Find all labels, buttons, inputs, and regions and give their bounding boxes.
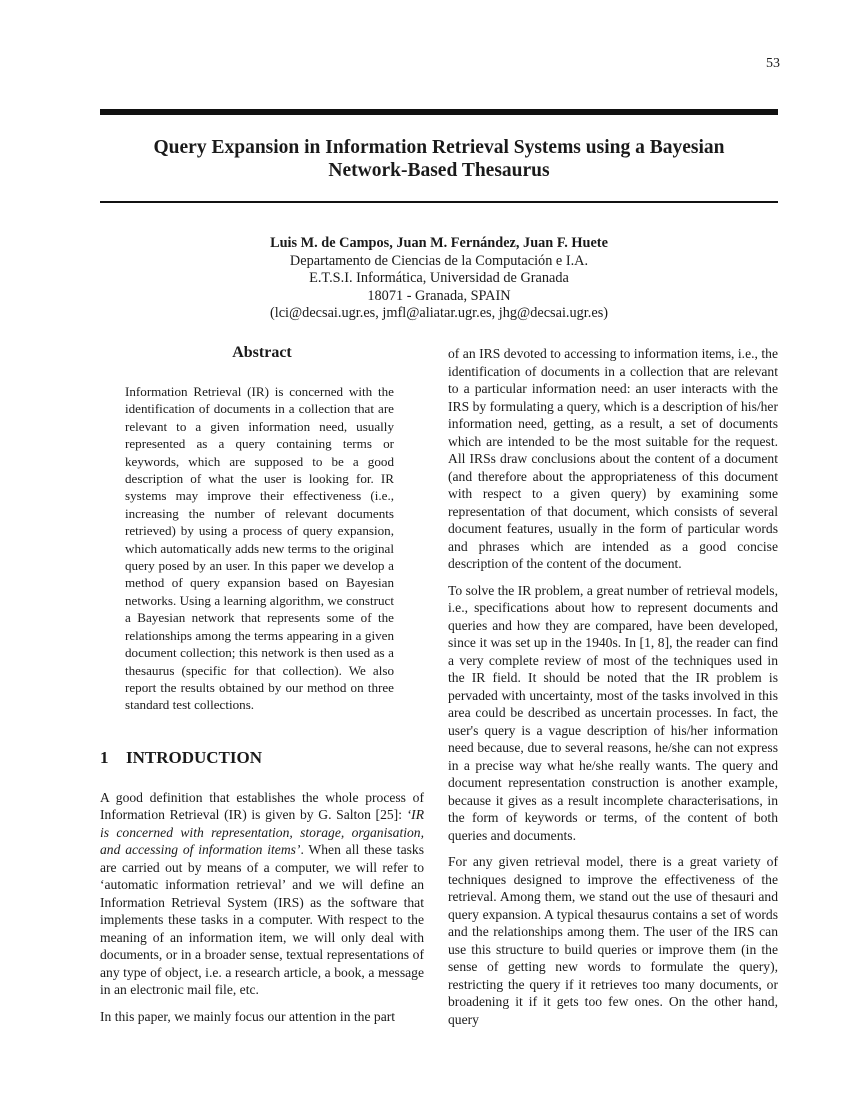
abstract-heading: Abstract bbox=[232, 344, 292, 361]
right-column bbox=[448, 345, 778, 1037]
affiliation-line: Departamento de Ciencias de la Computación e I.A. bbox=[289, 252, 589, 269]
title-line-1: Query Expansion in Information Retrieval Systems using a Bayesian bbox=[153, 137, 725, 158]
intro-paragraph-2: In this paper, we mainly focus our attention in the part bbox=[100, 1008, 396, 1024]
paper-title bbox=[100, 136, 778, 182]
right-paragraph-1: of an IRS devoted to accessing to information items, i.e., the identification of documents in a collection that are relevant to a particular information need: an user interacts with the IRS by formulating a query, which is a description of his/her information need, getting, as a result, a set of documents which are intended to be the most suitable for the request. All IRSs draw conclusions about the content of a document (and therefore about the appropriateness of this document with respect to a given query) by examining some representation of that document, which consists of several document features, usually in the form of particular words and phrases which are intended as a good concise description of the content of the document. bbox=[448, 346, 778, 571]
page-number: 53 bbox=[766, 56, 780, 71]
abstract-text: Information Retrieval (IR) is concerned with the identification of documents in a collection that are relevant to a given information need, usually represented as a query containing terms or keywords, which are supposed to be a good description of what the user is looking for. IR systems may improve their effectiveness (i.e., increasing the number of relevant documents retrieved) by using a process of query expansion, which automatically adds new terms to the original query posed by an user. In this paper we develop a method of query expansion based on Bayesian networks. Using a learning algorithm, we construct a Bayesian network that represents some of the relationships among the terms appearing in a given document collection; this network is then used as a thesaurus (specific for that collection). We also report the results obtained by our method on three standard test collections. bbox=[125, 384, 394, 713]
affiliation-line: E.T.S.I. Informática, Universidad de Granada bbox=[309, 270, 569, 287]
intro-paragraph-1 bbox=[100, 789, 424, 999]
title-rule bbox=[100, 201, 778, 203]
section-number: 1 bbox=[100, 747, 109, 767]
salton-quote: ‘IR is concerned with representation, storage, organisation, and accessing of information items’ bbox=[100, 807, 424, 858]
author-block bbox=[100, 235, 778, 323]
section-title: INTRODUCTION bbox=[126, 747, 263, 767]
author-emails: (lci@decsai.ugr.es, jmfl@aliatar.ugr.es, jhg@decsai.ugr.es) bbox=[269, 305, 609, 322]
intro-text: A good definition that establishes the whole process of Information Retrieval (IR) is given by G. Salton [25]: bbox=[100, 789, 424, 823]
right-paragraph-3: For any given retrieval model, there is a great variety of techniques designed to improve the effectiveness of the retrieval. Among them, we stand out the use of thesauri and query expansion. A typical thesaurus contains a set of words and the relationships among them. The user of the IRS can use this structure to build queries or improve them (in the sense of getting new words to formulate the query), restricting the query if it retrieves too many documents, or broadening it if it gets too few ones. On the other hand, query bbox=[448, 854, 778, 1027]
author-names: Luis M. de Campos, Juan M. Fernández, Juan F. Huete bbox=[270, 235, 608, 251]
intro-text: . When all these tasks are carried out by means of a computer, we will refer to ‘automatic information retrieval’ and we will define an Information Retrieval System (IRS) as the software that implements these tasks in a computer. With respect to the meaning of an information item, we will only deal with documents, or in a broader sense, textual representations of any type of object, i.e. a research article, a book, a message in an electronic mail file, etc. bbox=[100, 842, 424, 998]
section-heading bbox=[100, 748, 424, 768]
header-rule bbox=[100, 109, 778, 115]
right-paragraph-2: To solve the IR problem, a great number of retrieval models, i.e., specifications about how to represent documents and queries and how they are compared, have been developed, since it was set up in the 1940s. In [1, 8], the reader can find a very complete review of most of the techniques used in the IR field. It should be noted that the IR problem is pervaded with uncertainty, most of the tasks involved in this area could be described as uncertain processes. In fact, the user's query is a vague description of his/her information need because, due to several reasons, he/she can not express in a precise way what he/she really wants. The query and document representation construction is another example, because it gives as a result incomplete characterisations, in the form of keywords or terms, of the content of both queries and documents. bbox=[448, 582, 778, 843]
affiliation-line: 18071 - Granada, SPAIN bbox=[367, 287, 511, 304]
title-line-2: Network-Based Thesaurus bbox=[328, 160, 550, 181]
left-column bbox=[100, 344, 424, 1034]
